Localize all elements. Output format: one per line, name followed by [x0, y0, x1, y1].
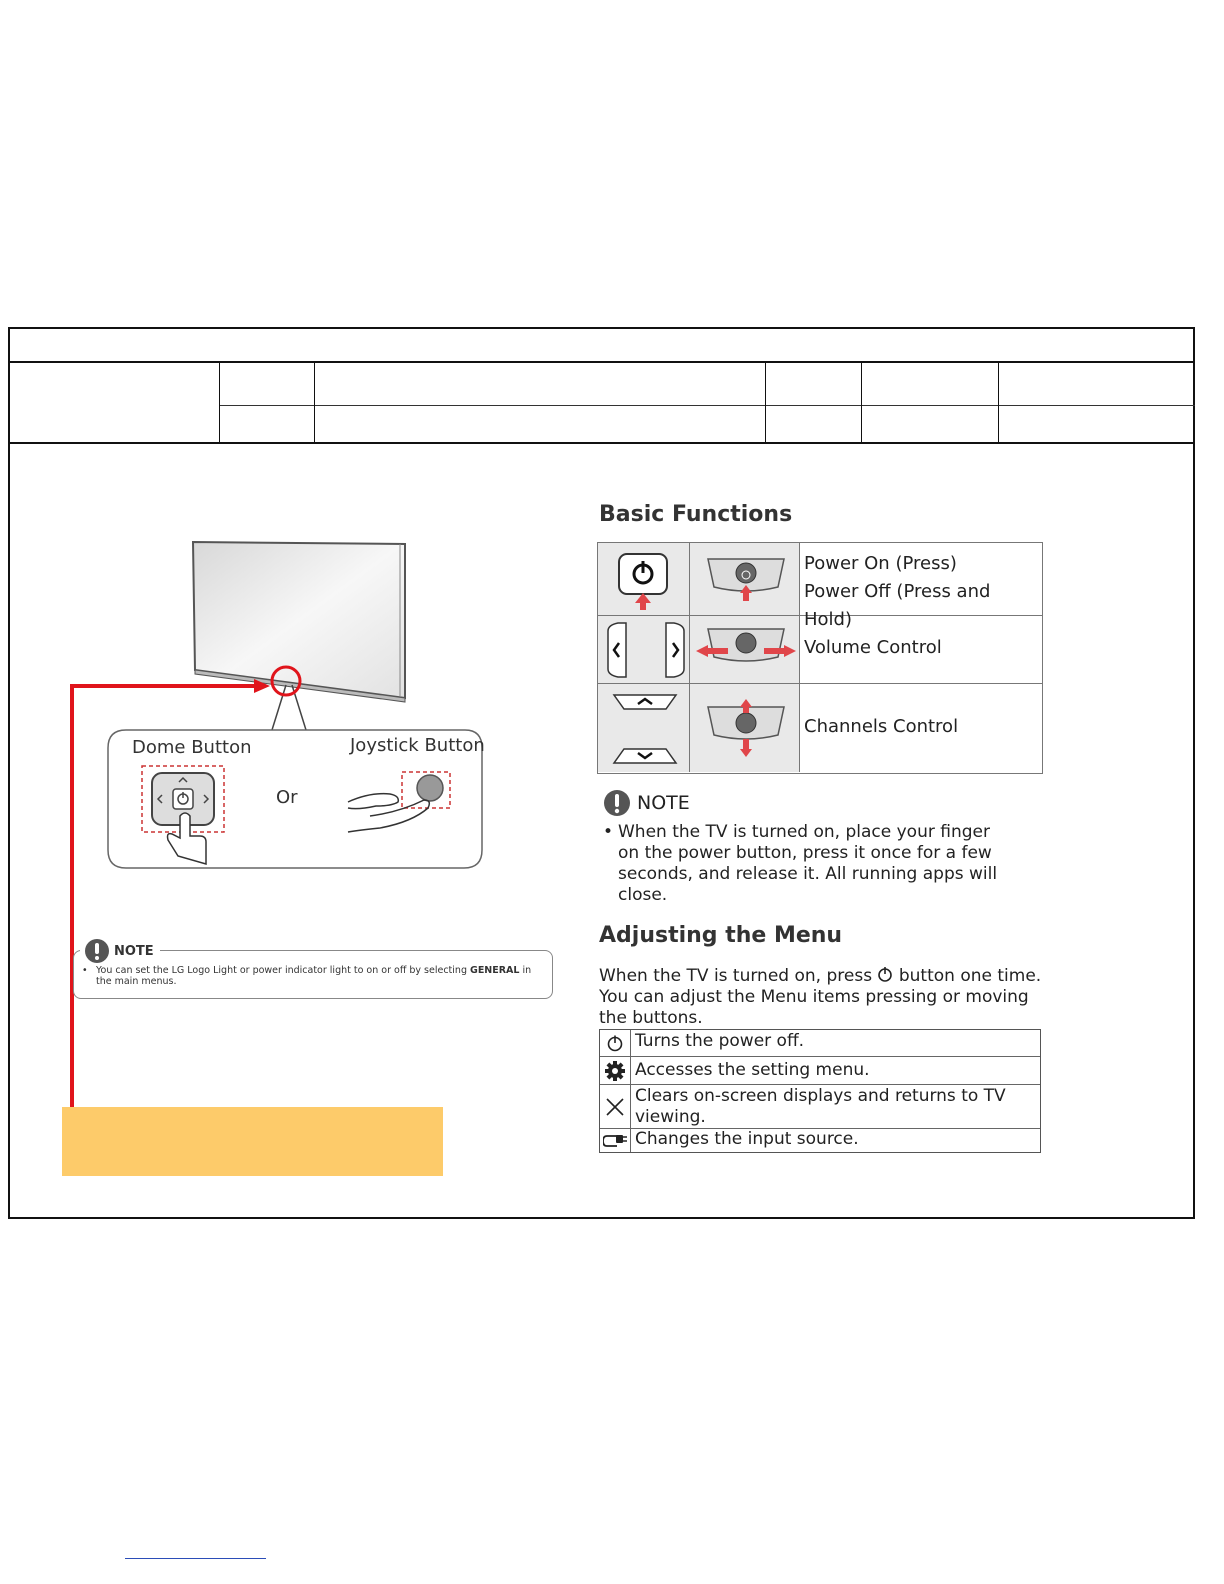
- highlight-box: [62, 1107, 443, 1176]
- joystick-button-icon: [417, 775, 443, 801]
- menu-row-settings: [600, 1056, 1040, 1084]
- footer-link-line: [125, 1558, 266, 1559]
- menu-row-power: [600, 1030, 1040, 1056]
- basic-functions-title: Basic Functions: [599, 502, 793, 527]
- input-icon: [603, 1133, 627, 1149]
- menu-item-text: Clears on-screen displays and returns to TV viewing.: [635, 1086, 1006, 1127]
- exclamation-icon: [84, 938, 110, 964]
- exclamation-icon: [603, 789, 631, 817]
- note-right-title: NOTE: [637, 792, 690, 814]
- volume-buttons-icon: [604, 621, 688, 679]
- adjusting-menu-title: Adjusting the Menu: [599, 923, 843, 948]
- power-button-icon: [616, 551, 672, 613]
- joystick-volume-icon: [694, 625, 798, 675]
- header-divider: [8, 361, 1195, 363]
- gear-icon: [604, 1060, 626, 1082]
- close-icon: [605, 1097, 625, 1117]
- header-bottom-divider: [8, 442, 1195, 444]
- power-icon: [606, 1034, 624, 1052]
- note-right-text: • When the TV is turned on, place your finger on the power button, press it once for a few seconds, and release it. All running apps will close.: [603, 822, 998, 905]
- dome-button-label: Dome Button: [132, 737, 252, 758]
- basic-functions-table: [597, 542, 1043, 774]
- header-col-1: [219, 361, 220, 443]
- joystick-channel-icon: [700, 699, 792, 765]
- joystick-button-label: Joystick Button: [350, 735, 485, 756]
- header-col-3: [765, 361, 766, 443]
- note-left-title: NOTE: [114, 943, 154, 959]
- power-off-text: Power Off (Press and Hold): [804, 581, 991, 630]
- or-label: Or: [276, 787, 298, 808]
- header-col-2: [314, 361, 315, 443]
- joystick-press-icon: [700, 553, 792, 605]
- header-col-4: [861, 361, 862, 443]
- menu-row-exit: [600, 1084, 1040, 1128]
- header-mid-line: [220, 405, 1195, 406]
- tv-illustration: [40, 530, 570, 1190]
- menu-row-input: [600, 1128, 1040, 1152]
- note-left-text: • You can set the LG Logo Light or power indicator light to on or off by selecting GENERAL in the main menus.: [82, 965, 532, 987]
- menu-item-text: Turns the power off.: [635, 1031, 805, 1051]
- menu-item-text: Accesses the setting menu.: [635, 1060, 870, 1080]
- note-left-header: [80, 938, 160, 964]
- channels-control-text: Channels Control: [804, 716, 959, 737]
- power-on-text: Power On (Press): [804, 553, 957, 574]
- menu-item-text: Changes the input source.: [635, 1129, 859, 1149]
- adjusting-menu-intro: When the TV is turned on, press button one time. You can adjust the Menu items pressing or moving the buttons.: [599, 966, 1042, 1028]
- volume-control-text: Volume Control: [804, 637, 942, 658]
- note-right-header: [603, 789, 690, 817]
- menu-items-table: [599, 1029, 1041, 1153]
- header-col-5: [998, 361, 999, 443]
- channel-buttons-icon: [608, 691, 682, 767]
- power-icon: [877, 966, 893, 982]
